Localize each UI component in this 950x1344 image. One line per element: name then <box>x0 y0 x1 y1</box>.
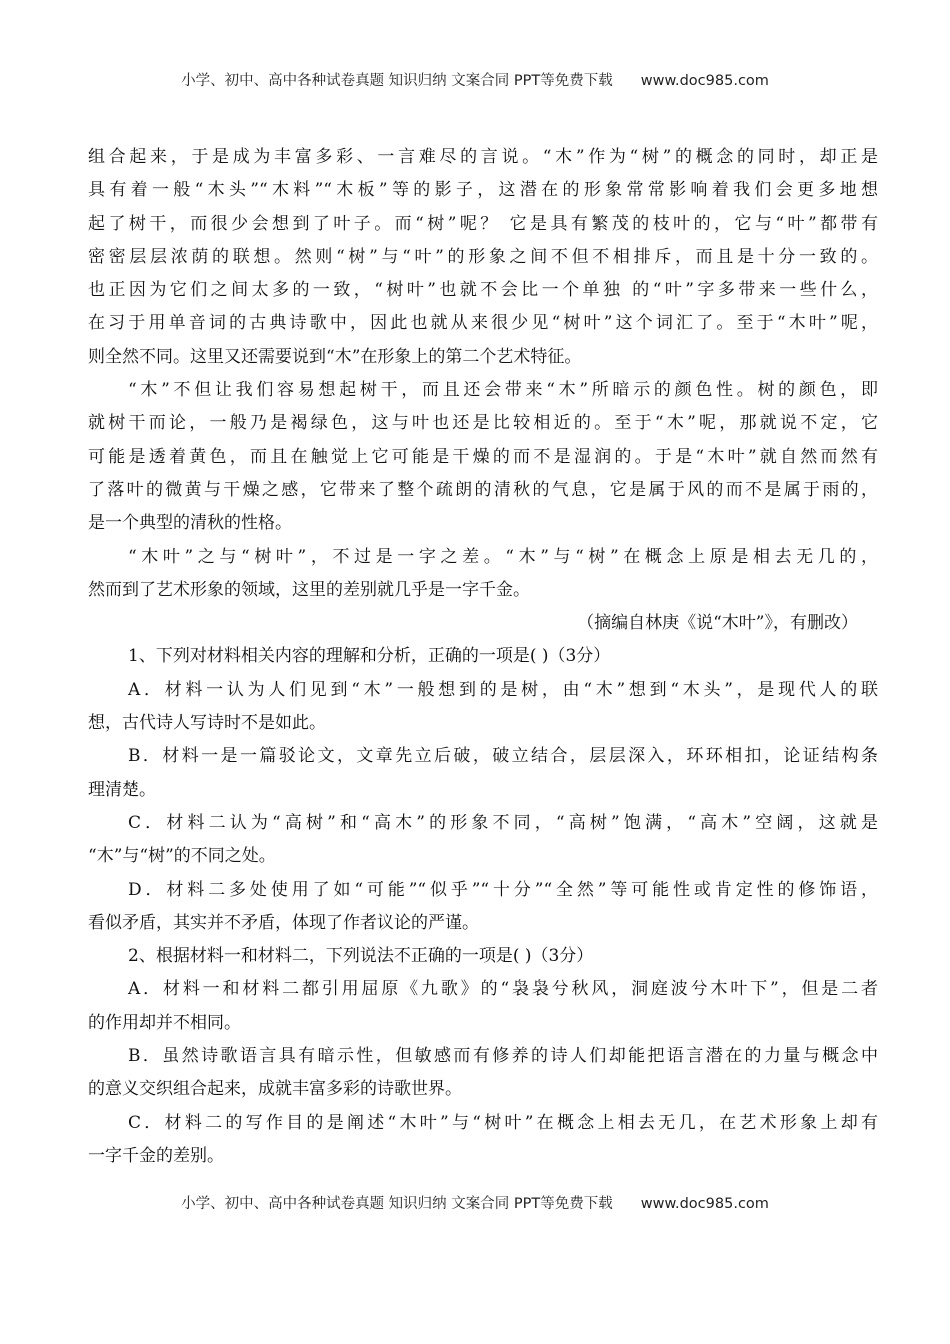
text-line: 起了树干，而很少会想到了叶子。而“树”呢？ 它是具有繁茂的枝叶的，它与“叶”都带有 <box>88 213 878 234</box>
option-2b: B．虽然诗歌语言具有暗示性，但敏感而有修养的诗人们却能把语言潜在的力量与概念中 <box>128 1046 878 1067</box>
text-line: 想，古代诗人写诗时不是如此。 <box>88 713 326 734</box>
text-line: “木”不但让我们容易想起树干，而且还会带来“木”所暗示的颜色性。树的颜色，即 <box>128 380 878 401</box>
document-body <box>88 141 878 1173</box>
option-1d: D．材料二多处使用了如“可能”“似乎”“十分”“全然”等可能性或肯定性的修饰语， <box>128 879 878 900</box>
text-line: 也正因为它们之间太多的一致，“树叶”也就不会比一个单独 的“叶”字多带来一些什么， <box>88 280 878 301</box>
text-line: 在习于用单音词的古典诗歌中，因此也就从来很少见“树叶”这个词汇了。至于“木叶”呢， <box>88 313 878 334</box>
header-text: 小学、初中、高中各种试卷真题 知识归纳 文案合同 PPT等免费下载 <box>181 73 613 89</box>
text-line: 一字千金的差别。 <box>88 1145 224 1166</box>
footer-text: 小学、初中、高中各种试卷真题 知识归纳 文案合同 PPT等免费下载 <box>181 1196 613 1212</box>
option-2a: A．材料一和材料二都引用屈原《九歌》的“袅袅兮秋风，洞庭波兮木叶下”，但是二者 <box>128 979 878 1000</box>
question-1: 1、下列对材料相关内容的理解和分析，正确的一项是( )（3分） <box>128 646 611 667</box>
option-1a: A．材料一认为人们见到“木”一般想到的是树，由“木”想到“木头”，是现代人的联 <box>128 679 878 700</box>
header-site: www.doc985.com <box>640 73 769 89</box>
source-citation: （摘编自林庚《说“木叶”》，有删改） <box>577 613 858 634</box>
page-header <box>0 69 950 90</box>
text-line: 则全然不同。这里又还需要说到“木”在形象上的第二个艺术特征。 <box>88 346 582 367</box>
question-2: 2、根据材料一和材料二，下列说法不正确的一项是( )（3分） <box>128 946 594 967</box>
text-line: 的意义交织组合起来，成就丰富多彩的诗歌世界。 <box>88 1079 462 1100</box>
text-line: 然而到了艺术形象的领域，这里的差别就几乎是一字千金。 <box>88 579 530 600</box>
text-line: 密密层层浓荫的联想。然则“树”与“叶”的形象之间不但不相排斥，而且是十分一致的。 <box>88 246 878 267</box>
text-line: 理清楚。 <box>88 779 156 800</box>
text-line: 具有着一般“木头”“木料”“木板”等的影子，这潜在的形象常常影响着我们会更多地想 <box>88 180 878 201</box>
page-footer <box>0 1192 950 1213</box>
text-line: 是一个典型的清秋的性格。 <box>88 513 292 534</box>
text-line: “木”与“树”的不同之处。 <box>88 846 276 867</box>
option-2c: C．材料二的写作目的是阐述“木叶”与“树叶”在概念上相去无几，在艺术形象上却有 <box>128 1112 878 1133</box>
text-line: 就树干而论，一般乃是褐绿色，这与叶也还是比较相近的。至于“木”呢，那就说不定，它 <box>88 413 878 434</box>
option-1b: B．材料一是一篇驳论文，文章先立后破，破立结合，层层深入，环环相扣，论证结构条 <box>128 746 878 767</box>
option-1c: C．材料二认为“高树”和“高木”的形象不同，“高树”饱满，“高木”空阔，这就是 <box>128 812 878 833</box>
text-line: 看似矛盾，其实并不矛盾，体现了作者议论的严谨。 <box>88 912 479 933</box>
text-line: “木叶”之与“树叶”，不过是一字之差。“木”与“树”在概念上原是相去无几的， <box>128 546 878 567</box>
text-line: 了落叶的微黄与干燥之感，它带来了整个疏朗的清秋的气息，它是属于风的而不是属于雨的， <box>88 479 878 500</box>
text-line: 的作用却并不相同。 <box>88 1012 241 1033</box>
text-line: 可能是透着黄色，而且在触觉上它可能是干燥的而不是湿润的。于是“木叶”就自然而然有 <box>88 446 878 467</box>
footer-site: www.doc985.com <box>640 1196 769 1212</box>
text-line: 组合起来，于是成为丰富多彩、一言难尽的言说。“木”作为“树”的概念的同时，却正是 <box>88 147 878 167</box>
